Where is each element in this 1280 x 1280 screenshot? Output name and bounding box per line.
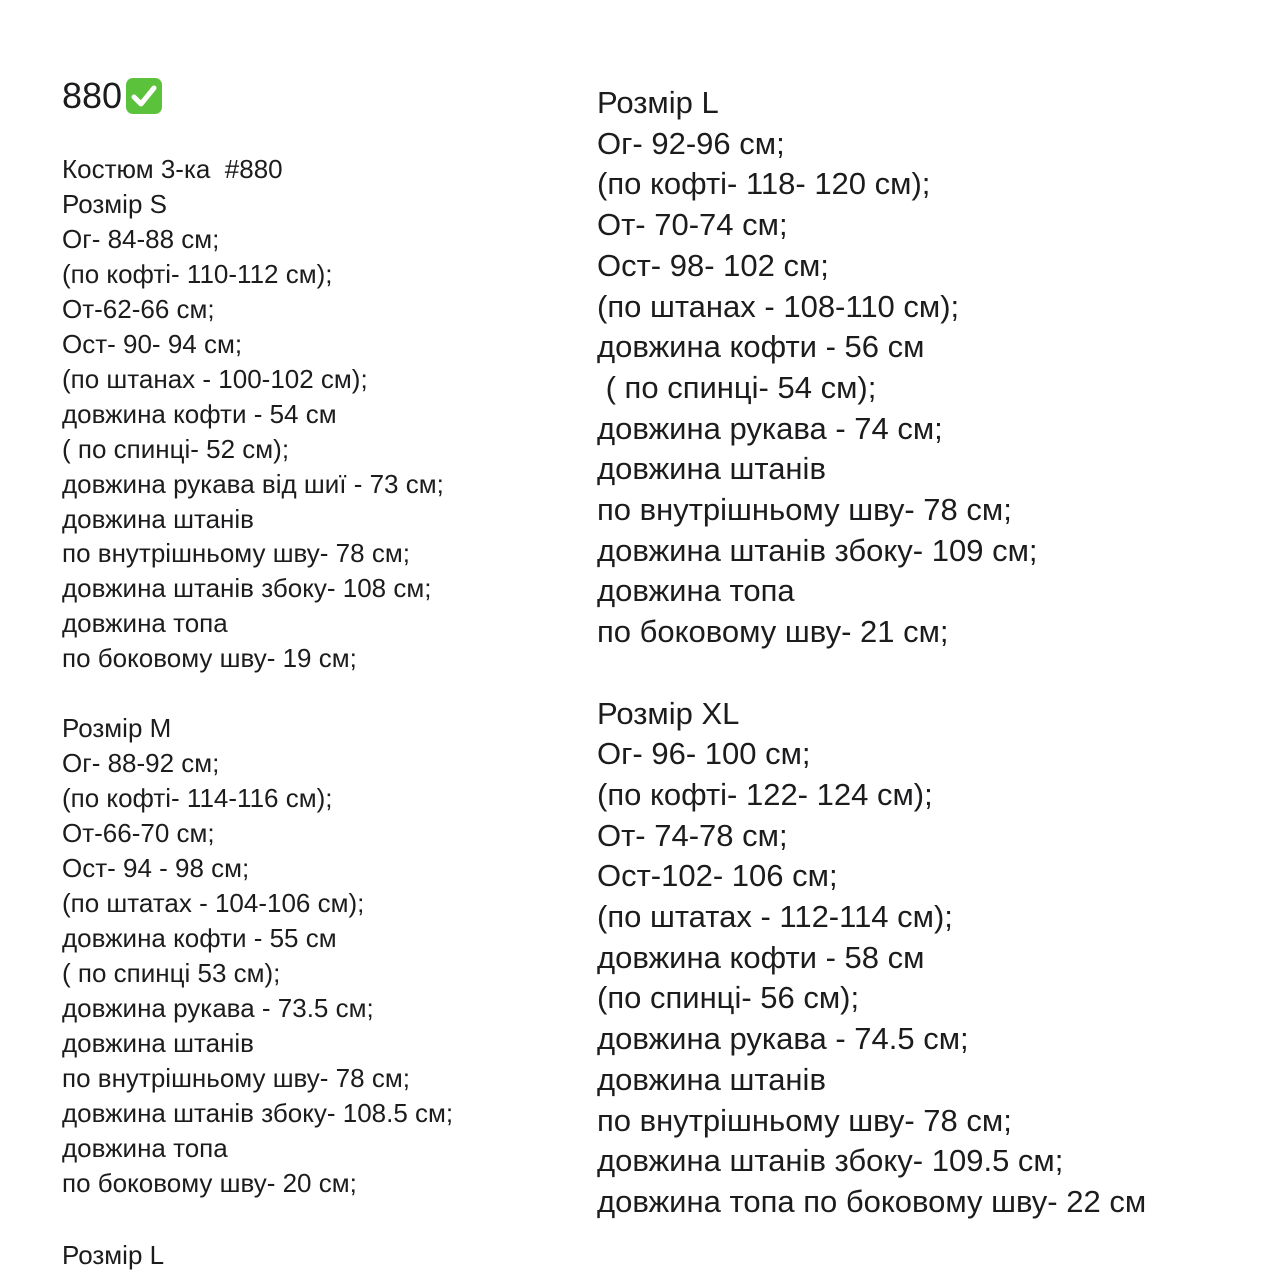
left-column-line: От-66-70 см; <box>62 818 215 849</box>
left-column-line: ( по спинці- 52 см); <box>62 433 290 464</box>
product-code: 880 <box>62 75 123 116</box>
left-column-line: довжина рукава - 73.5 см; <box>62 992 374 1023</box>
left-column-line: Розмір S <box>62 188 167 219</box>
left-column-line: Розмір M <box>62 713 172 744</box>
right-column-line: довжина топа по боковому шву- 22 см <box>597 1183 1147 1219</box>
left-column-line: (по кофті- 114-116 см); <box>62 783 333 814</box>
left-column-line: довжина топа <box>62 608 228 639</box>
left-column-line: по внутрішньому шву- 78 см; <box>62 538 410 569</box>
right-column-line: (по кофті- 118- 120 см); <box>597 166 931 202</box>
left-column-line: Ост- 94 - 98 см; <box>62 853 250 883</box>
left-column-line: Костюм 3-ка #880 <box>62 154 283 184</box>
left-column-line: ( по спинці 53 см); <box>62 957 281 988</box>
right-column-line: довжина рукава - 74 см; <box>597 410 943 446</box>
left-column-line: по внутрішньому шву- 78 см; <box>62 1062 410 1093</box>
left-column-line: довжина штанів <box>62 503 254 534</box>
right-column-line: Ог- 92-96 см; <box>597 125 785 161</box>
right-column-line: ( по спинці- 54 см); <box>597 369 877 405</box>
left-column-line: по боковому шву- 19 см; <box>62 643 357 674</box>
product-code-heading <box>62 76 164 116</box>
right-column-line: (по спинці- 56 см); <box>597 980 860 1016</box>
right-column-line: довжина кофти - 56 см <box>597 329 925 365</box>
right-column-line: довжина штанів <box>597 451 826 487</box>
right-column-line: Ост-102- 106 см; <box>597 858 838 894</box>
right-column-line: довжина штанів збоку- 109 см; <box>597 532 1038 568</box>
right-column-line: От- 74-78 см; <box>597 817 788 853</box>
cut-off-line: Розмір L <box>62 1240 165 1270</box>
right-column-line: довжина топа <box>597 573 795 609</box>
left-column-line: Ог- 88-92 см; <box>62 748 220 779</box>
right-column-line: довжина штанів <box>597 1061 826 1097</box>
check-mark-button-icon <box>124 76 164 116</box>
left-column-line: довжина штанів збоку- 108.5 см; <box>62 1097 454 1128</box>
right-column-line: довжина кофти - 58 см <box>597 939 925 975</box>
right-column-line: Розмір XL <box>597 695 740 731</box>
left-column-line: по боковому шву- 20 см; <box>62 1167 357 1198</box>
right-column-line: по внутрішньому шву- 78 см; <box>597 492 1012 527</box>
right-column-line: Розмір L <box>597 85 719 120</box>
right-column-line: (по кофті- 122- 124 см); <box>597 776 933 812</box>
right-column-line: (по штатах - 112-114 см); <box>597 899 953 934</box>
right-column-line: по внутрішньому шву- 78 см; <box>597 1102 1012 1138</box>
right-column-line: Ост- 98- 102 см; <box>597 247 829 283</box>
right-column-line: Ог- 96- 100 см; <box>597 736 811 772</box>
right-column-line: довжина рукава - 74.5 см; <box>597 1021 969 1057</box>
left-column-line: довжина топа <box>62 1132 228 1163</box>
left-column-line: (по кофті- 110-112 см); <box>62 258 333 289</box>
right-column-line: (по штанах - 108-110 см); <box>597 288 960 324</box>
left-column-line: Ог- 84-88 см; <box>62 223 220 254</box>
right-column-line: От- 70-74 см; <box>597 207 788 243</box>
left-column-line: (по штанах - 100-102 см); <box>62 363 368 394</box>
left-column-line: довжина кофти - 54 см <box>62 398 337 429</box>
left-column-line: довжина кофти - 55 см <box>62 922 337 953</box>
right-column-line: довжина штанів збоку- 109.5 см; <box>597 1143 1064 1179</box>
left-column-line: Ост- 90- 94 см; <box>62 328 243 359</box>
right-column-line: по боковому шву- 21 см; <box>597 614 949 650</box>
left-column-line: довжина рукава від шиї - 73 см; <box>62 468 444 499</box>
left-column-line: довжина штанів збоку- 108 см; <box>62 573 432 604</box>
left-column-line: довжина штанів <box>62 1027 254 1058</box>
left-column-line: (по штатах - 104-106 см); <box>62 887 365 918</box>
left-column-line: От-62-66 см; <box>62 293 215 324</box>
